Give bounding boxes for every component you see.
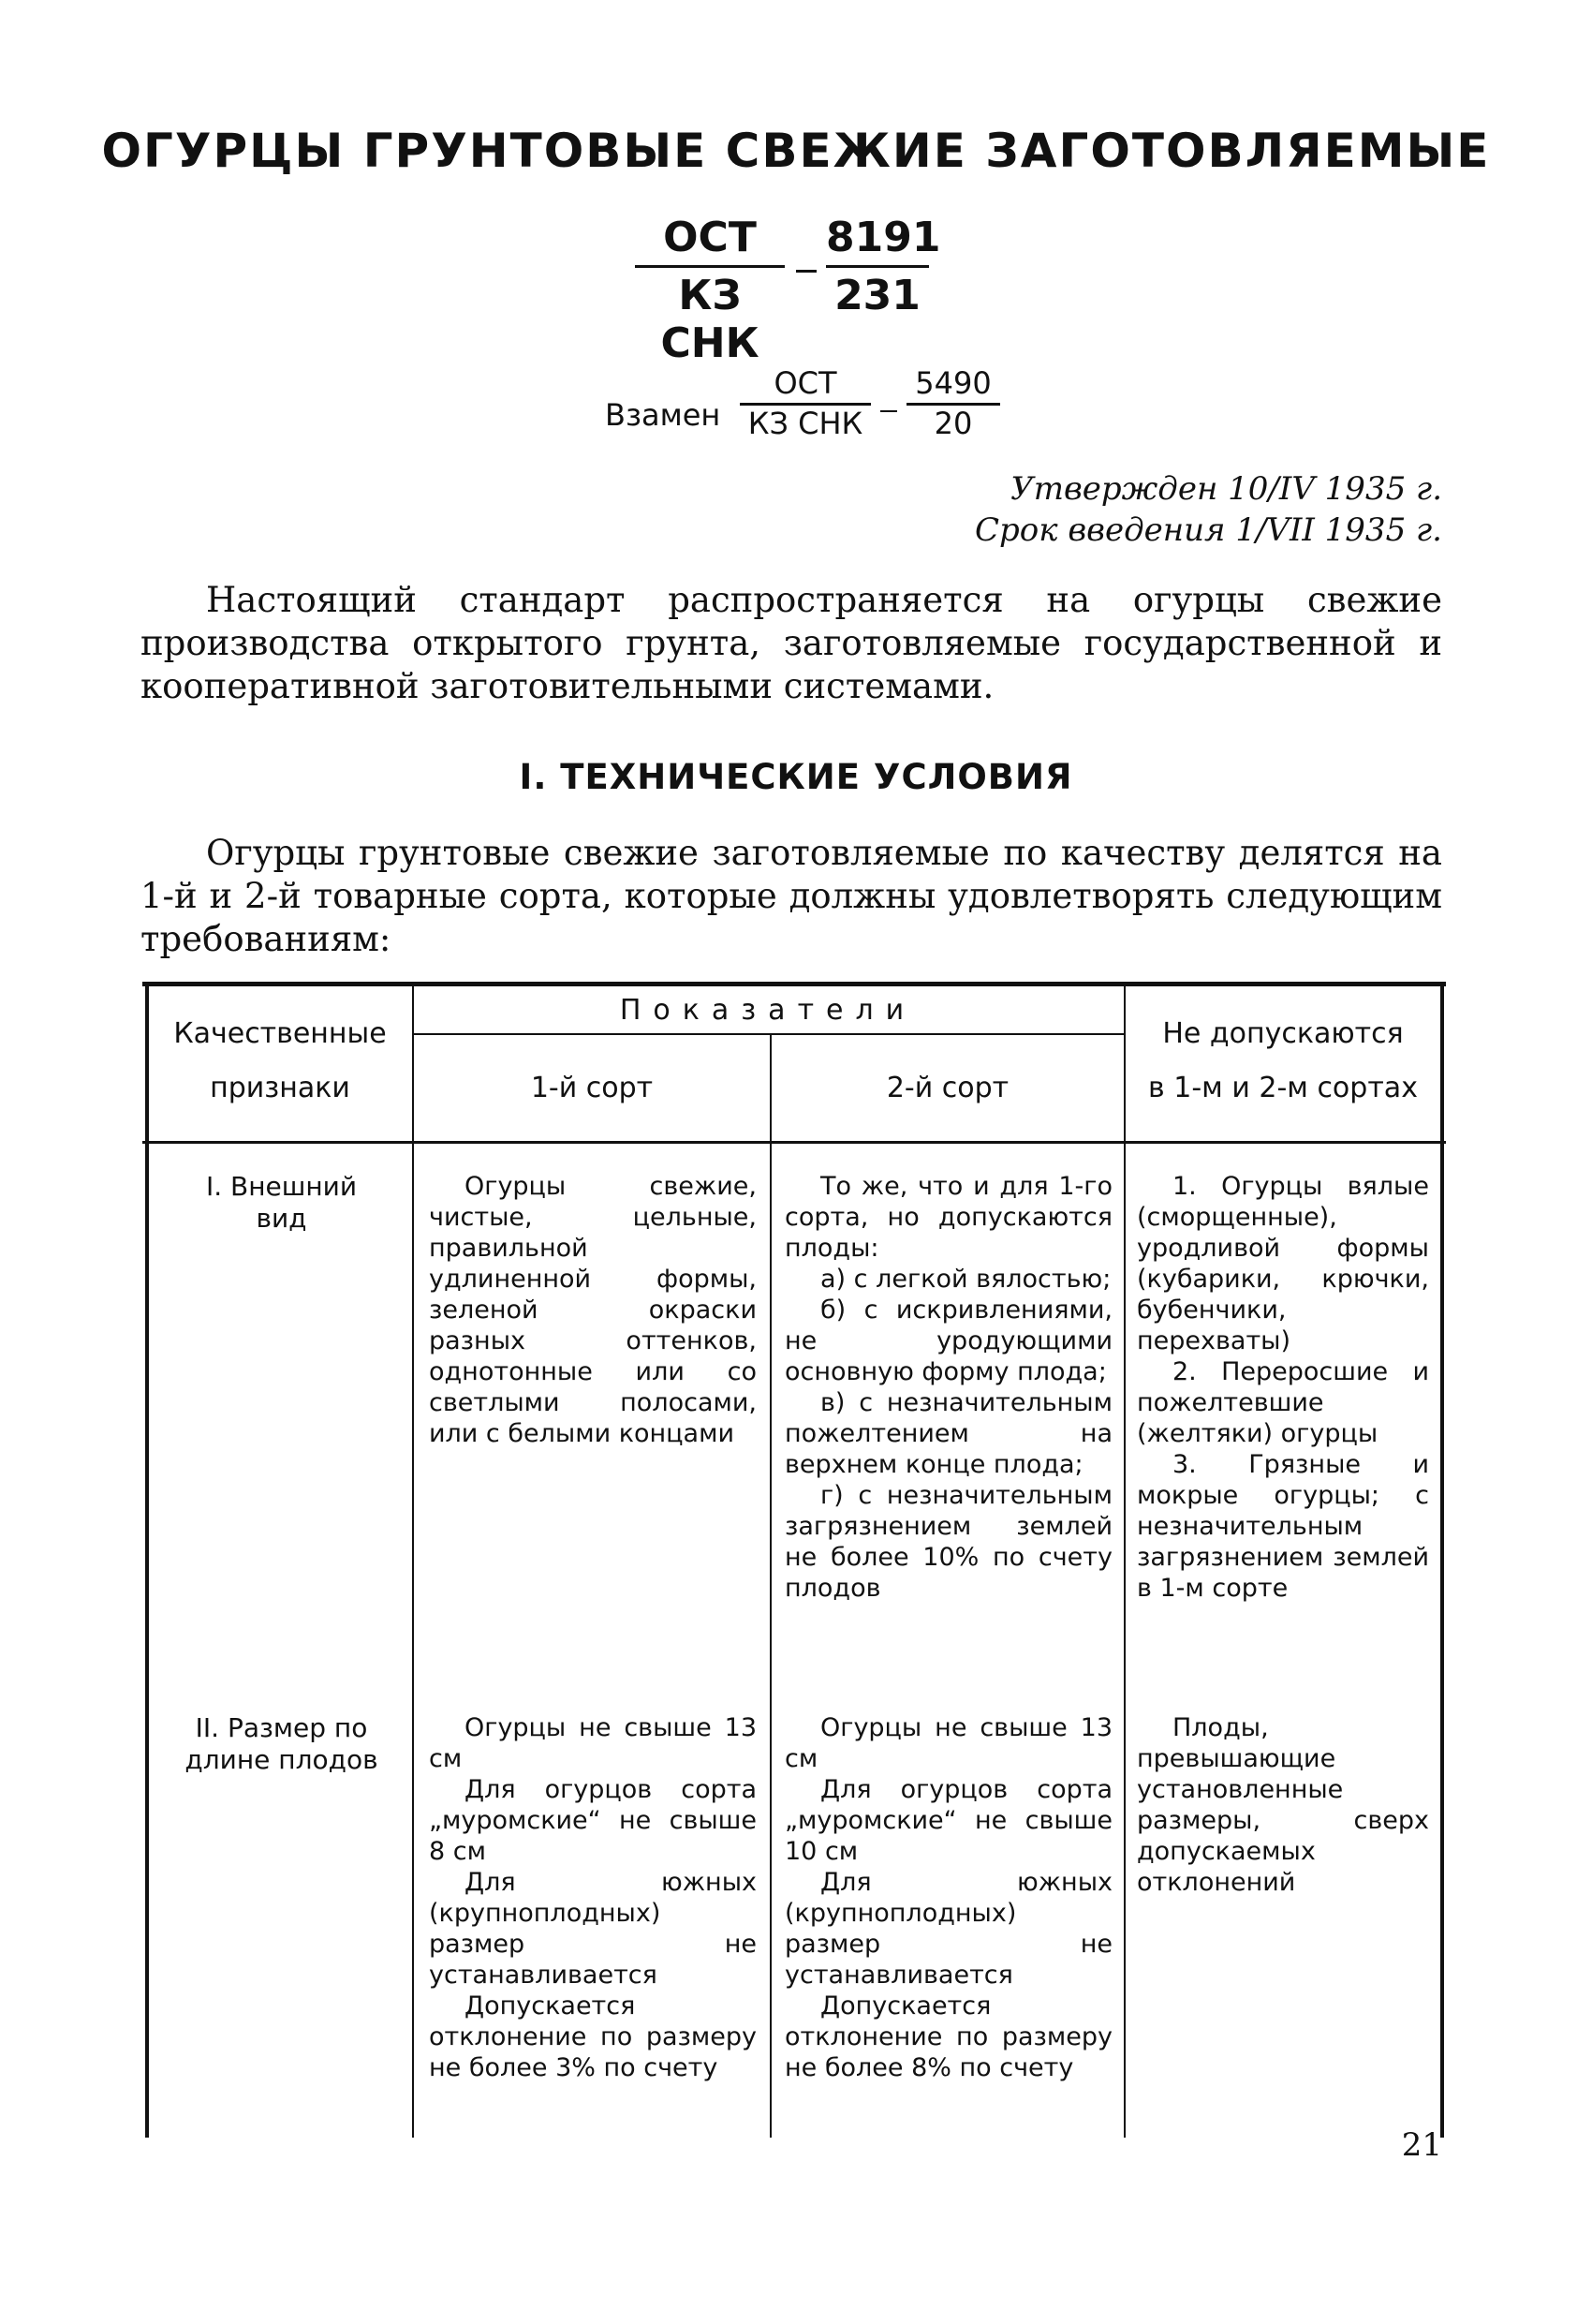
table-col-divider-1: [412, 985, 414, 2138]
approved-date: Утвержден 10/IV 1935 г.: [1010, 470, 1442, 508]
size-grade-1-muromskie: Для огурцов сорта „муромские“ не свыше 8 см: [429, 1775, 757, 1866]
appearance-grade-1-text: Огурцы свежие, чистые, цельные, правильной удлиненной формы, зеленой окраски разных оттенков, однотонные или со светлыми полосами, или с белыми концами: [429, 1172, 757, 1448]
appearance-grade-2-item-b: б) с искривлениями, не уродующими основную форму плода;: [785, 1295, 1113, 1386]
row-appearance-label-line2: вид: [256, 1203, 307, 1234]
replaces-kz-snk: КЗ СНК: [747, 406, 863, 441]
size-grade-2-muromskie: Для огурцов сорта „муромские“ не свыше 10 см: [785, 1775, 1113, 1866]
size-grade-2-max: Огурцы не свыше 13 см: [785, 1713, 1113, 1773]
row-appearance-not-allowed: [1137, 1171, 1429, 1604]
header-quality-line2: признаки: [210, 1072, 350, 1104]
header-grade-1: 1-й сорт: [530, 1072, 654, 1104]
section-heading: I. ТЕХНИЧЕСКИЕ УСЛОВИЯ: [519, 757, 1073, 797]
appearance-grade-2-item-d: г) с незначительным загрязнением землей не более 10% по счету плодов: [785, 1481, 1113, 1603]
table-header-rule: [142, 1141, 1446, 1144]
standard-kz-snk: КЗ СНК: [660, 272, 759, 367]
appearance-excluded-3: 3. Грязные и мокрые огурцы; с незначительным загрязнением землей в 1-м сорте: [1137, 1450, 1429, 1603]
approval-block: [975, 468, 1442, 551]
document-title: ОГУРЦЫ ГРУНТОВЫЕ СВЕЖИЕ ЗАГОТОВЛЯЕМЫЕ: [101, 124, 1491, 178]
replaces-number: 5490: [907, 365, 1000, 406]
table-right-border: [1440, 985, 1444, 2138]
row-appearance-label-line1: I. Внешний: [205, 1171, 358, 1202]
appearance-excluded-1: 1. Огурцы вялые (сморщенные), уродливой формы (кубарики, крючки, бубенчики, перехваты): [1137, 1172, 1429, 1355]
replaces-subnumber: 20: [934, 406, 973, 441]
row-appearance-label: [157, 1171, 405, 1235]
intro-paragraph: Настоящий стандарт распространяется на огурцы свежие производства открытого грунта, заготовляемые государственной и кооперативной заготовительными системами.: [140, 580, 1442, 706]
replaces-designation-left: [740, 365, 871, 441]
row-appearance-grade-1: [429, 1171, 757, 1449]
effective-date: Срок введения 1/VII 1935 г.: [975, 511, 1442, 549]
standard-number: 8191: [826, 214, 929, 268]
size-grade-2-tolerance: Допускается отклонение по размеру не более 8% по счету: [785, 1991, 1113, 2082]
standard-subnumber: 231: [834, 272, 921, 319]
replaces-label: Взамен: [605, 397, 721, 433]
standard-designation-right: [826, 214, 941, 319]
appearance-grade-2-item-c: в) с незначительным пожелтением на верхнем конце плода;: [785, 1388, 1113, 1479]
header-not-allowed-line2: в 1-м и 2-м сортах: [1148, 1072, 1418, 1104]
size-grade-1-southern: Для южных (крупноплодных) размер не устанавливается: [429, 1868, 757, 1990]
table-col-divider-3: [1124, 985, 1126, 2138]
table-left-border: [145, 985, 149, 2138]
replaces-designation-right: [907, 365, 1000, 441]
size-grade-1-tolerance: Допускается отклонение по размеру не более 3% по счету: [429, 1991, 757, 2082]
row-size-not-allowed: [1137, 1712, 1429, 1898]
page-number: 21: [1401, 2126, 1442, 2164]
header-grade-2: 2-й сорт: [886, 1072, 1010, 1104]
section-paragraph: Огурцы грунтовые свежие заготовляемые по качеству делятся на 1-й и 2-й товарные сорта, которые должны удовлетворять следующим требованиям:: [140, 833, 1442, 959]
appearance-grade-2-intro: То же, что и для 1-го сорта, но допускаются плоды:: [785, 1172, 1113, 1263]
row-size-label-line2: длине плодов: [184, 1744, 378, 1775]
header-quality-attributes: [150, 1007, 410, 1116]
header-quality-line1: Качественные: [173, 1017, 387, 1050]
table-col-divider-2: [770, 1035, 772, 2138]
header-not-allowed-line1: Не допускаются: [1162, 1017, 1404, 1050]
standard-ost: ОСТ: [635, 214, 785, 268]
header-indicators-group: Показатели: [619, 994, 917, 1027]
size-excluded-1: Плоды, превышающие установленные размеры, сверх допускаемых отклонений: [1137, 1713, 1429, 1897]
standard-designation-left: [635, 214, 785, 367]
size-grade-2-southern: Для южных (крупноплодных) размер не устанавливается: [785, 1868, 1113, 1990]
appearance-excluded-2: 2. Переросшие и пожелтевшие (желтяки) огурцы: [1137, 1357, 1429, 1448]
row-appearance-grade-2: [785, 1171, 1113, 1604]
row-size-label-line1: II. Размер по: [195, 1712, 368, 1743]
row-size-label: [157, 1712, 405, 1776]
size-grade-1-max: Огурцы не свыше 13 см: [429, 1713, 757, 1773]
appearance-grade-2-item-a: а) с легкой вялостью;: [820, 1265, 1112, 1294]
header-not-allowed: [1126, 1007, 1440, 1116]
standard-separator: [796, 270, 817, 273]
replaces-separator: [880, 410, 897, 412]
row-size-grade-2: [785, 1712, 1113, 2083]
row-size-grade-1: [429, 1712, 757, 2083]
replaces-ost: ОСТ: [740, 365, 871, 406]
